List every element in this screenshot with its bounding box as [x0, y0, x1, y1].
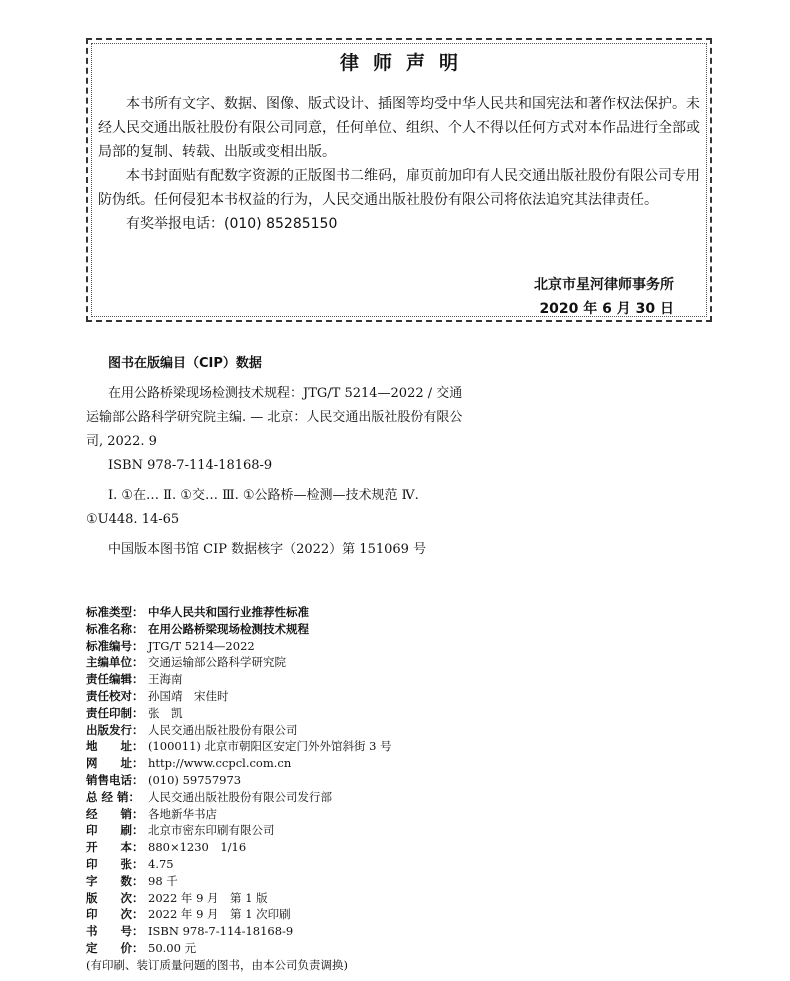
- info-label: 责任印制：: [86, 705, 144, 720]
- info-label: 印 次：: [86, 907, 144, 922]
- signer-name: 北京市星河律师事务所: [534, 277, 674, 293]
- info-row: [86, 923, 706, 940]
- notice-body: [98, 92, 700, 236]
- info-label: 地 址：: [86, 739, 144, 754]
- info-label: 总 经 销：: [86, 789, 141, 804]
- info-label: 出版发行：: [86, 722, 144, 737]
- publication-info: [86, 604, 706, 974]
- info-label: 销售电话：: [86, 772, 144, 787]
- info-label: 定 价：: [86, 940, 144, 955]
- info-value: (010) 59757973: [148, 772, 242, 787]
- info-row: [86, 671, 706, 688]
- info-row: [86, 688, 706, 705]
- info-value: 4.75: [148, 856, 174, 871]
- info-row: [86, 789, 706, 806]
- info-label: 书 号：: [86, 924, 144, 939]
- info-value: 张 凯: [148, 705, 183, 720]
- quality-footnote: (有印刷、装订质量问题的图书，由本公司负责调换): [86, 957, 348, 972]
- info-row: [86, 738, 706, 755]
- info-value: 50.00 元: [148, 940, 197, 955]
- info-label: 版 次：: [86, 890, 144, 905]
- info-value: JTG/T 5214—2022: [148, 638, 255, 653]
- info-label: 标准类型：: [86, 605, 144, 619]
- info-value: 2022 年 9 月 第 1 次印刷: [148, 907, 291, 922]
- info-value: 王海南: [148, 672, 183, 687]
- info-label: 经 销：: [86, 806, 144, 821]
- notice-hotline: 有奖举报电话：(010) 85285150: [126, 216, 338, 232]
- info-row: [86, 839, 706, 856]
- info-label: 开 本：: [86, 840, 144, 855]
- info-value: 交通运输部公路科学研究院: [148, 655, 286, 670]
- info-row: [86, 604, 706, 621]
- info-value: (100011) 北京市朝阳区安定门外外馆斜街 3 号: [148, 739, 392, 754]
- info-value: 孙国靖 宋佳时: [148, 688, 229, 703]
- info-row: [86, 755, 706, 772]
- info-value: ISBN 978-7-114-18168-9: [148, 924, 294, 939]
- info-row: [86, 890, 706, 907]
- info-value: 人民交通出版社股份有限公司发行部: [148, 789, 332, 804]
- info-value: 中华人民共和国行业推荐性标准: [148, 605, 309, 619]
- info-row: [86, 722, 706, 739]
- info-row: [86, 806, 706, 823]
- cip-classification: Ⅰ. ①在… Ⅱ. ①交… Ⅲ. ①公路桥—检测—技术规范 Ⅳ. ①U448. 14-65: [86, 488, 419, 527]
- info-value: http://www.ccpcl.com.cn: [148, 756, 292, 771]
- info-value: 各地新华书店: [148, 806, 217, 821]
- cip-entry: 在用公路桥梁现场检测技术规程：JTG/T 5214—2022 / 交通运输部公路科学研究院主编. — 北京：人民交通出版社股份有限公司, 2022. 9: [86, 386, 463, 449]
- notice-title: 律师声明: [339, 52, 472, 74]
- notice-paragraph: 本书封面贴有配数字资源的正版图书二维码，扉页前加印有人民交通出版社股份有限公司专用防伪纸。任何侵犯本书权益的行为，人民交通出版社股份有限公司将依法追究其法律责任。: [98, 168, 700, 208]
- info-label: 主编单位：: [86, 655, 144, 670]
- info-label: 印 张：: [86, 856, 144, 871]
- info-label: 标准名称：: [86, 621, 144, 636]
- info-label: 字 数：: [86, 873, 144, 888]
- info-value: 人民交通出版社股份有限公司: [148, 722, 298, 737]
- info-label: 网 址：: [86, 756, 144, 771]
- info-label: 责任编辑：: [86, 672, 144, 687]
- info-value: 880×1230 1/16: [148, 840, 247, 855]
- info-label: 责任校对：: [86, 688, 144, 703]
- info-row: [86, 638, 706, 655]
- info-row: [86, 822, 706, 839]
- cip-data-section: [86, 352, 466, 562]
- info-value: 98 千: [148, 873, 178, 888]
- cip-record-number: 中国版本图书馆 CIP 数据核字（2022）第 151069 号: [108, 542, 427, 557]
- info-label: 标准编号：: [86, 638, 144, 653]
- info-row: [86, 873, 706, 890]
- notice-paragraph: 本书所有文字、数据、图像、版式设计、插图等均受中华人民共和国宪法和著作权法保护。未经人民交通出版社股份有限公司同意，任何单位、组织、个人不得以任何方式对本作品进行全部或局部的复制、转载、出版或变相出版。: [98, 96, 700, 160]
- notice-signature: [534, 273, 674, 321]
- info-row: [86, 772, 706, 789]
- info-row: [86, 940, 706, 957]
- info-label: 印 刷：: [86, 823, 144, 838]
- info-value: 在用公路桥梁现场检测技术规程: [148, 621, 309, 636]
- info-row: [86, 906, 706, 923]
- info-row: [86, 856, 706, 873]
- info-row: [86, 705, 706, 722]
- info-row: [86, 654, 706, 671]
- signer-date: 2020 年 6 月 30 日: [539, 301, 674, 317]
- info-row: [86, 621, 706, 638]
- info-value: 北京市密东印刷有限公司: [148, 823, 275, 838]
- info-value: 2022 年 9 月 第 1 版: [148, 890, 268, 905]
- lawyer-notice-box: [86, 38, 712, 322]
- cip-heading: 图书在版编目（CIP）数据: [108, 356, 262, 371]
- cip-isbn: ISBN 978-7-114-18168-9: [108, 458, 273, 473]
